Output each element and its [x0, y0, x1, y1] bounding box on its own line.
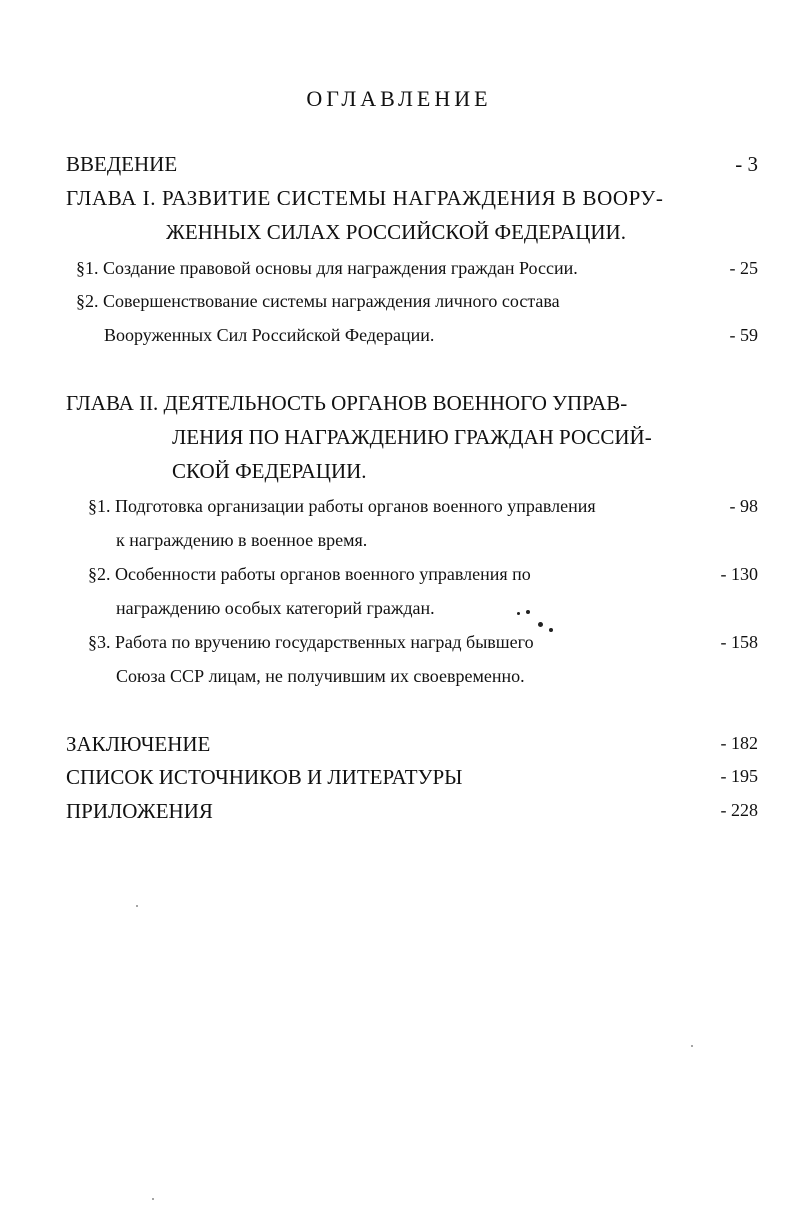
- scan-speck: [152, 1198, 154, 1200]
- toc-sources-label: СПИСОК ИСТОЧНИКОВ И ЛИТЕРАТУРЫ: [66, 765, 463, 789]
- scan-speck: [136, 905, 138, 907]
- scan-speck: [549, 628, 553, 632]
- chapter2-heading-line3: СКОЙ ФЕДЕРАЦИИ.: [172, 459, 367, 483]
- ch1-sec2-page: - 59: [729, 325, 758, 345]
- toc-conclusion-label: ЗАКЛЮЧЕНИЕ: [66, 732, 211, 756]
- ch2-sec3-text-line2: Союза ССР лицам, не получившим их своевременно.: [116, 666, 525, 686]
- ch1-sec2-text-line1: §2. Совершенствование системы награждения личного состава: [76, 291, 560, 311]
- chapter1-heading-line2: ЖЕННЫХ СИЛАХ РОССИЙСКОЙ ФЕДЕРАЦИИ.: [166, 220, 626, 244]
- scan-speck: [526, 610, 530, 614]
- ch2-sec1-text-line1: §1. Подготовка организации работы органов военного управления: [88, 496, 596, 516]
- ch1-sec1-page: - 25: [729, 258, 758, 278]
- page-title: ОГЛАВЛЕНИЕ: [306, 86, 492, 111]
- ch2-sec2-page: - 130: [720, 564, 758, 584]
- chapter2-heading-line2: ЛЕНИЯ ПО НАГРАЖДЕНИЮ ГРАЖДАН РОССИЙ-: [172, 425, 652, 449]
- ch2-sec3-text-line1: §3. Работа по вручению государственных наград бывшего: [88, 632, 534, 652]
- ch2-sec2-text-line1: §2. Особенности работы органов военного управления по: [88, 564, 531, 584]
- toc-appendix-label: ПРИЛОЖЕНИЯ: [66, 799, 213, 823]
- ch2-sec2-text-line2: награждению особых категорий граждан.: [116, 598, 435, 618]
- toc-intro-label: ВВЕДЕНИЕ: [66, 152, 178, 176]
- ch1-sec2-text-line2: Вооруженных Сил Российской Федерации.: [104, 325, 435, 345]
- scan-speck: [691, 1045, 693, 1047]
- ch2-sec1-text-line2: к награждению в военное время.: [116, 530, 368, 550]
- ch2-sec3-page: - 158: [720, 632, 758, 652]
- toc-sources-page: - 195: [720, 766, 758, 786]
- ch1-sec1-text: §1. Создание правовой основы для награждения граждан России.: [76, 258, 578, 278]
- scan-speck: [538, 622, 543, 627]
- toc-appendix-page: - 228: [720, 800, 758, 820]
- chapter1-heading-line1: ГЛАВА I. РАЗВИТИЕ СИСТЕМЫ НАГРАЖДЕНИЯ В ВООРУ-: [66, 186, 664, 210]
- ch2-sec1-page: - 98: [729, 496, 758, 516]
- toc-conclusion-page: - 182: [720, 733, 758, 753]
- scan-speck: [517, 612, 520, 615]
- toc-intro-page: - 3: [735, 152, 758, 176]
- chapter2-heading-line1: ГЛАВА II. ДЕЯТЕЛЬНОСТЬ ОРГАНОВ ВОЕННОГО УПРАВ-: [66, 391, 628, 415]
